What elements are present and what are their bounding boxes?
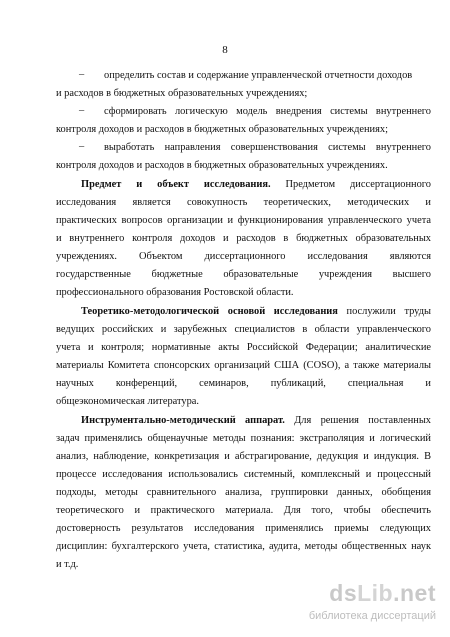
bullet-text: сформировать логическую модель внедрения системы внутреннего bbox=[104, 106, 431, 117]
bullet-text-continued: контроля доходов и расходов в бюджетных образовательных учреждениях; bbox=[56, 124, 388, 135]
theory-heading: Теоретико-методологической основой исследования bbox=[81, 306, 338, 317]
paragraph-line: процессе исследования использовались системный, комплексный и процессный bbox=[56, 469, 431, 480]
theory-first-line-text: послужили труды bbox=[337, 306, 431, 317]
watermark-subtitle: библиотека диссертаций bbox=[308, 610, 436, 622]
tools-heading: Инструментально-методический аппарат. bbox=[81, 415, 285, 426]
paragraph-line: дисциплин: бухгалтерского учета, статистика, аудита, методы общественных наук bbox=[56, 541, 431, 552]
paragraph-line: задач применялись общенаучные методы познания: экстраполяция и логический bbox=[56, 433, 431, 444]
paragraph-line: научных конференций, семинаров, публикаций, специальная и bbox=[56, 378, 431, 389]
paragraph-line: исследования является совокупность теоретических, методических и bbox=[56, 197, 431, 208]
subject-paragraph-first-line bbox=[81, 178, 431, 191]
bullet-text: выработать направления совершенствования системы внутреннего bbox=[104, 142, 431, 153]
bullet-text-continued: контроля доходов и расходов в бюджетных образовательных учреждениях. bbox=[56, 160, 388, 171]
bullet-marker: – bbox=[79, 105, 85, 116]
subject-first-line-text: Предметом диссертационного bbox=[270, 179, 431, 190]
paragraph-line: учета и контроля; нормативные акты Российской Федерации; аналитические bbox=[56, 342, 431, 353]
paragraph-line: ведущих российских и зарубежных специалистов в области управленческого bbox=[56, 324, 431, 335]
paragraph-line: достоверность результатов исследования применялись приемы следующих bbox=[56, 523, 431, 534]
paragraph-line: подходы, методы сравнительного анализа, группировки данных, обобщения bbox=[56, 487, 431, 498]
theory-paragraph-first-line bbox=[81, 305, 431, 318]
paragraph-line: материалы Комитета спонсорских организаций США (COSO), а также материалы bbox=[56, 360, 431, 371]
paragraph-line: общеэкономическая литература. bbox=[56, 396, 199, 407]
watermark-logo: dsLib.net bbox=[329, 580, 436, 606]
tools-first-line-text: Для решения поставленных bbox=[284, 415, 431, 426]
paragraph-line: теоретического и практического материала. Для того, чтобы обеспечить bbox=[56, 505, 431, 516]
watermark bbox=[286, 580, 446, 632]
paragraph-line: анализ, наблюдение, конкретизация и абстрагирование, дедукция и индукция. В bbox=[56, 451, 431, 462]
bullet-text: определить состав и содержание управленческой отчетности доходов bbox=[104, 70, 413, 81]
tools-paragraph-first-line bbox=[81, 414, 431, 427]
paragraph-line: практических вопросов организации и функционирования управленческого учета bbox=[56, 215, 431, 226]
subject-heading: Предмет и объект исследования. bbox=[81, 179, 271, 190]
paragraph-line: учреждениях. Объектом диссертационного исследования являются bbox=[56, 251, 431, 262]
bullet-text-continued: и расходов в бюджетных образовательных учреждениях; bbox=[56, 88, 308, 99]
paragraph-line: государственные бюджетные образовательные учреждения высшего bbox=[56, 269, 431, 280]
page-number: 8 bbox=[222, 44, 228, 56]
paragraph-line: и внутреннего контроля доходов и расходов в бюджетных образовательных bbox=[56, 233, 431, 244]
bullet-marker: – bbox=[79, 69, 85, 80]
paragraph-line: профессионального образования Ростовской области. bbox=[56, 287, 294, 298]
bullet-marker: – bbox=[79, 141, 85, 152]
paragraph-line: и т.д. bbox=[56, 559, 79, 570]
